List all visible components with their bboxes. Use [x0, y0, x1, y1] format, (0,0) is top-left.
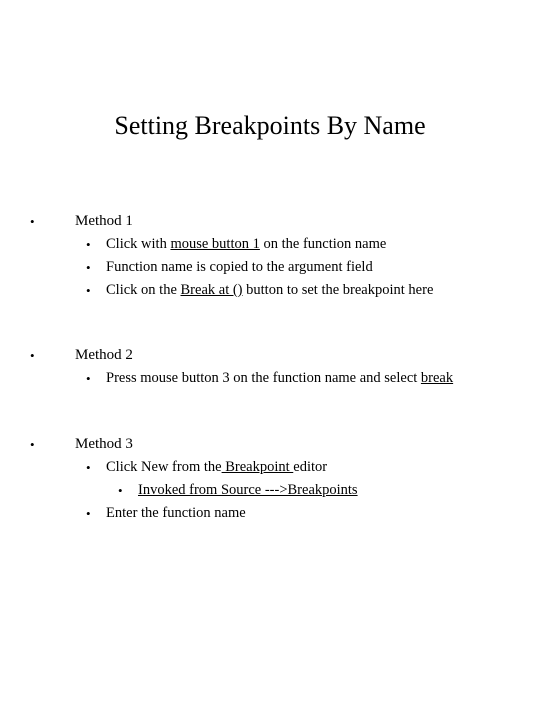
- bullet: •: [30, 214, 35, 229]
- break-term: break: [420, 370, 454, 386]
- method-2-item-1: Press mouse button 3 on the function name and select break: [106, 370, 454, 386]
- method-3-item-2: Enter the function name: [106, 505, 246, 521]
- method-1-heading: Method 1: [75, 213, 133, 229]
- break-at-button-term: Break at (): [180, 282, 243, 298]
- method-3-item-1: Click New from the Breakpoint editor: [106, 459, 328, 475]
- bullet: •: [30, 437, 35, 452]
- bullet: •: [86, 371, 91, 386]
- method-1-item-3: Click on the Break at () button to set the breakpoint here: [106, 282, 434, 298]
- bullet: •: [86, 283, 91, 298]
- bullet: •: [86, 237, 91, 252]
- method-1-item-2: Function name is copied to the argument field: [106, 259, 373, 275]
- mouse-button-1-term: mouse button 1: [170, 236, 260, 252]
- source-breakpoints-menu-path: Invoked from Source --->Breakpoints: [138, 482, 358, 498]
- bullet: •: [118, 483, 123, 498]
- method-3-subitem: [138, 480, 498, 501]
- breakpoint-term: Breakpoint: [221, 459, 294, 475]
- method-1-item-1: Click with mouse button 1 on the function name: [106, 236, 387, 252]
- bullet: •: [86, 506, 91, 521]
- bullet: •: [30, 348, 35, 363]
- method-3-heading: Method 3: [75, 436, 133, 452]
- bullet: •: [86, 260, 91, 275]
- method-2-heading: Method 2: [75, 347, 133, 363]
- slide-title: Setting Breakpoints By Name: [114, 111, 426, 140]
- bullet: •: [86, 460, 91, 475]
